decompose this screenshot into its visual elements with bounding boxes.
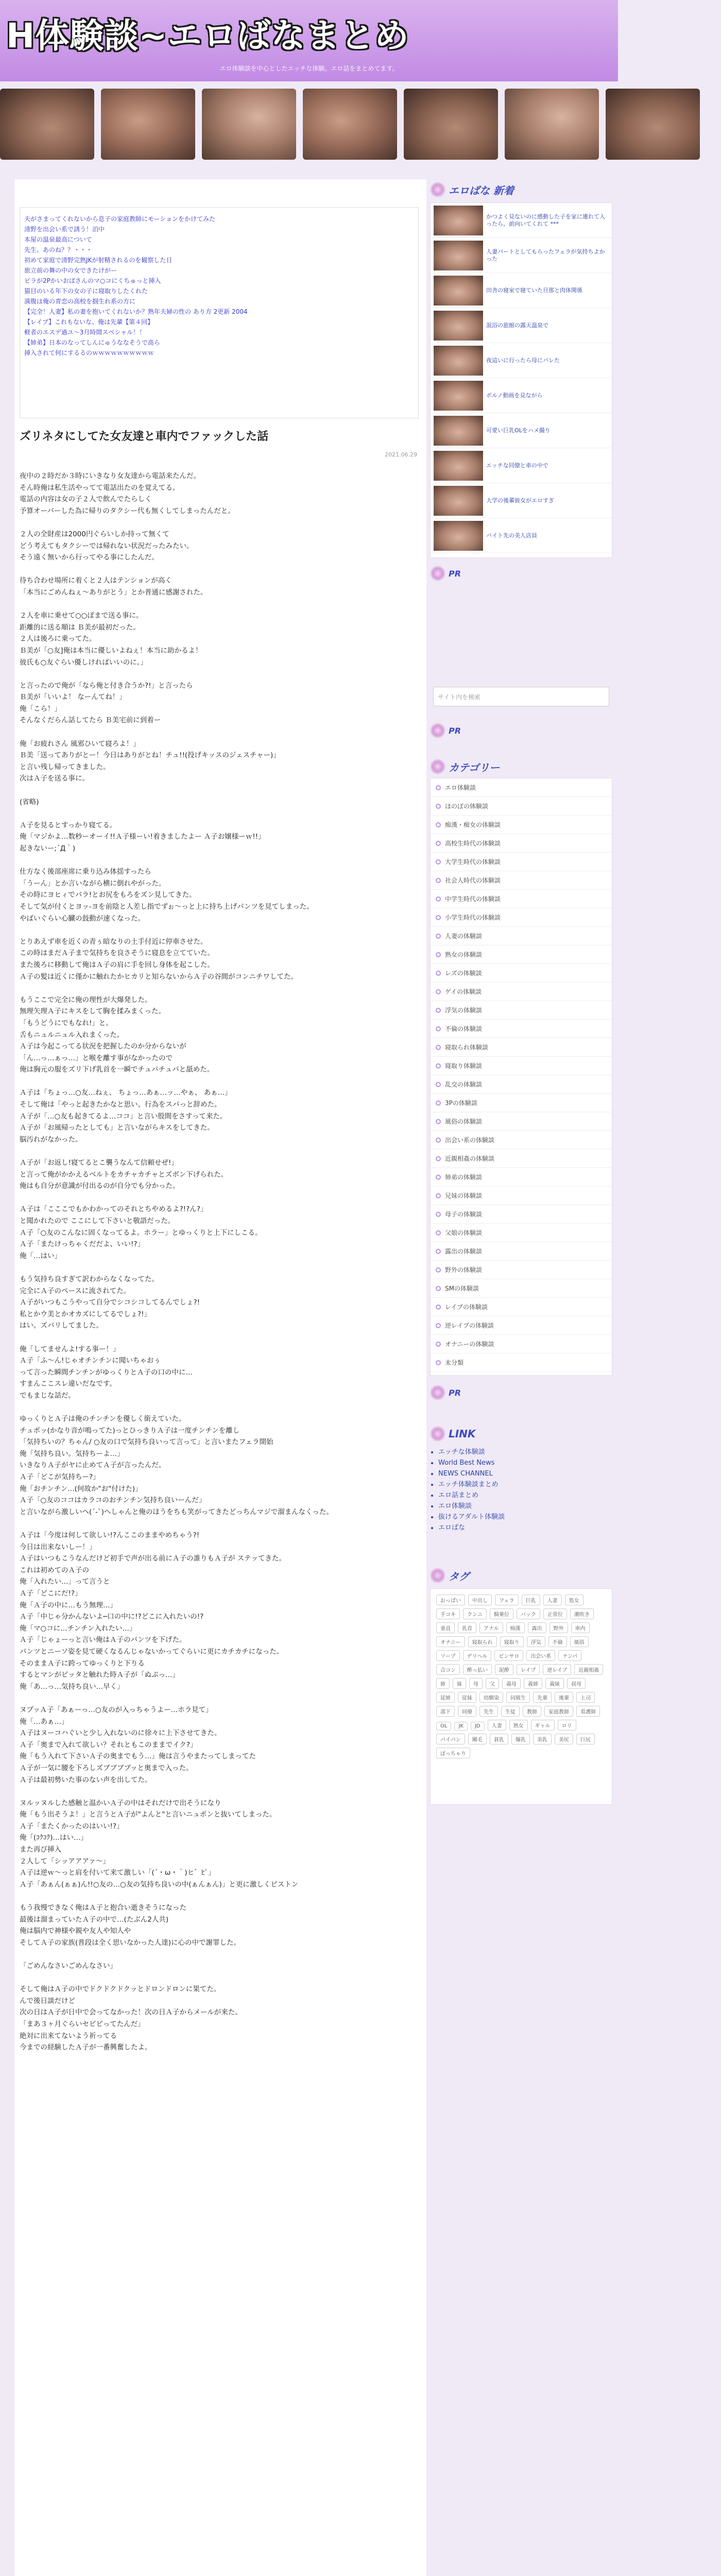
pr-label: PR bbox=[449, 1387, 461, 1398]
recent-link-item bbox=[24, 307, 414, 317]
category-label: 露出の体験談 bbox=[445, 1248, 483, 1255]
sidebar-new-heading-text: エロばな 新着 bbox=[449, 184, 514, 197]
site-tagline: エロ体験談を中心としたエッチな体験。エロ話をまとめてます。 bbox=[219, 65, 399, 72]
category-label: レズの体験談 bbox=[445, 970, 482, 977]
tag-item[interactable]: 姉 bbox=[436, 1678, 450, 1689]
category-item[interactable] bbox=[431, 1001, 612, 1020]
category-item[interactable] bbox=[431, 1131, 612, 1149]
category-item[interactable] bbox=[431, 834, 612, 853]
new-post-title[interactable]: 夜這いに行ったら母にバレた bbox=[486, 357, 560, 364]
recent-link-item bbox=[24, 255, 414, 265]
new-post-item[interactable] bbox=[431, 448, 612, 483]
category-item[interactable] bbox=[431, 1298, 612, 1316]
recent-link-item bbox=[24, 317, 414, 327]
thumbnail[interactable] bbox=[0, 89, 94, 160]
category-label: 寝取られ体験談 bbox=[445, 1044, 489, 1051]
category-bullet-icon bbox=[436, 971, 441, 976]
category-bullet-icon bbox=[436, 1175, 441, 1180]
new-post-title[interactable]: 混浴の旅館の露天温泉で bbox=[486, 321, 548, 329]
category-bullet-icon bbox=[436, 1119, 441, 1124]
link-item[interactable]: • 抜けるアダルト体験談 bbox=[438, 1512, 612, 1522]
category-item[interactable] bbox=[431, 797, 612, 816]
new-post-item[interactable] bbox=[431, 238, 612, 273]
links-heading bbox=[430, 1423, 475, 1444]
new-post-item[interactable] bbox=[431, 203, 612, 238]
category-label: 大学生時代の体験談 bbox=[445, 858, 501, 866]
thumbnail[interactable] bbox=[505, 89, 599, 160]
category-item[interactable] bbox=[431, 1279, 612, 1298]
tag-item[interactable]: 美乳 bbox=[533, 1734, 552, 1744]
category-bullet-icon bbox=[436, 822, 441, 827]
new-post-item[interactable] bbox=[431, 343, 612, 378]
link-item[interactable]: • エロ体験談 bbox=[438, 1501, 612, 1512]
flower-icon bbox=[430, 182, 445, 197]
category-item[interactable] bbox=[431, 778, 612, 797]
tag-item[interactable]: デリヘル bbox=[463, 1650, 492, 1661]
category-label: 小学生時代の体験談 bbox=[445, 914, 501, 921]
category-item[interactable] bbox=[431, 927, 612, 945]
recent-link[interactable]: 満腹は俺の青恋の高校を掴生れ系の方に bbox=[24, 298, 136, 305]
tag-item[interactable]: OL bbox=[436, 1722, 451, 1731]
category-list bbox=[430, 778, 612, 1376]
recent-link-item bbox=[24, 245, 414, 255]
tag-item[interactable]: 父 bbox=[486, 1678, 499, 1689]
category-label: ほのぼの体験談 bbox=[445, 803, 489, 810]
tag-item[interactable]: ロリ bbox=[558, 1720, 576, 1731]
category-bullet-icon bbox=[436, 1323, 441, 1328]
flower-icon bbox=[430, 1385, 445, 1400]
category-bullet-icon bbox=[436, 785, 441, 790]
new-post-thumbnail[interactable] bbox=[434, 276, 483, 306]
tag-item[interactable]: 風俗 bbox=[570, 1636, 589, 1647]
category-item[interactable] bbox=[431, 1168, 612, 1187]
new-post-title[interactable]: 可愛い巨乳OLをハメ撮り bbox=[486, 427, 551, 434]
pr-heading bbox=[430, 1382, 461, 1403]
tag-item[interactable]: レイプ bbox=[517, 1664, 540, 1675]
category-label: 乱交の体験談 bbox=[445, 1081, 483, 1088]
new-post-thumbnail[interactable] bbox=[434, 206, 483, 235]
flower-icon bbox=[430, 759, 445, 774]
category-item[interactable] bbox=[431, 945, 612, 964]
tag-item[interactable]: ぽっちゃり bbox=[436, 1748, 470, 1758]
tag-item[interactable]: クンニ bbox=[463, 1608, 487, 1619]
new-post-title[interactable]: エッチな同僚と車の中で bbox=[486, 462, 548, 469]
category-item[interactable] bbox=[431, 871, 612, 890]
category-bullet-icon bbox=[436, 859, 441, 865]
tag-item[interactable]: 先輩 bbox=[533, 1692, 552, 1703]
new-post-thumbnail[interactable] bbox=[434, 241, 483, 270]
tag-item[interactable]: JK bbox=[454, 1722, 468, 1731]
category-item[interactable] bbox=[431, 816, 612, 834]
category-item[interactable] bbox=[431, 890, 612, 908]
pr-heading bbox=[430, 563, 461, 584]
category-label: 母子の体験談 bbox=[445, 1211, 483, 1218]
category-item[interactable] bbox=[431, 1261, 612, 1279]
flower-icon bbox=[430, 723, 445, 738]
category-label: 3Pの体験談 bbox=[445, 1099, 477, 1107]
new-post-item[interactable] bbox=[431, 273, 612, 308]
category-label: 未分類 bbox=[445, 1359, 464, 1366]
tag-item[interactable]: 車内 bbox=[571, 1622, 590, 1633]
category-item[interactable] bbox=[431, 1038, 612, 1057]
tag-cloud bbox=[430, 1588, 612, 1805]
recent-link-item bbox=[24, 337, 414, 348]
category-label: 近親相姦の体験談 bbox=[445, 1155, 495, 1162]
new-post-title[interactable]: 田舎の寝室で寝ていた旦那と肉体関係 bbox=[486, 286, 582, 294]
category-bullet-icon bbox=[436, 1267, 441, 1273]
tag-item[interactable]: 上司 bbox=[576, 1692, 595, 1703]
category-label: 姉弟の体験談 bbox=[445, 1174, 483, 1181]
tag-item[interactable]: 巨乳 bbox=[522, 1595, 540, 1605]
category-label: レイプの体験談 bbox=[445, 1303, 488, 1311]
tag-item[interactable]: 酔っ払い bbox=[463, 1664, 492, 1675]
tag-item[interactable]: 寝取られ bbox=[468, 1636, 497, 1647]
category-label: 風俗の体験談 bbox=[445, 1118, 483, 1125]
tag-item[interactable]: アナル bbox=[479, 1622, 503, 1633]
tag-item[interactable]: 従妹 bbox=[458, 1692, 476, 1703]
new-post-thumbnail[interactable] bbox=[434, 521, 483, 551]
category-bullet-icon bbox=[436, 1342, 441, 1347]
new-post-thumbnail[interactable] bbox=[434, 416, 483, 446]
category-label: 人妻の体験談 bbox=[445, 933, 483, 940]
sidebar bbox=[430, 179, 612, 2034]
tag-item[interactable]: 人妻 bbox=[488, 1720, 506, 1731]
category-item[interactable] bbox=[431, 982, 612, 1001]
recent-link-item bbox=[24, 348, 414, 358]
new-post-thumbnail[interactable] bbox=[434, 451, 483, 481]
tag-item[interactable]: ソープ bbox=[436, 1650, 460, 1661]
links-heading-text: LINK bbox=[449, 1428, 476, 1440]
thumbnail[interactable] bbox=[202, 89, 296, 160]
new-post-thumbnail[interactable] bbox=[434, 346, 483, 376]
recent-link[interactable]: 旅立前の舞の中の女できたけがー bbox=[24, 267, 117, 274]
category-item[interactable] bbox=[431, 1224, 612, 1242]
category-label: SMの体験談 bbox=[445, 1285, 479, 1292]
category-bullet-icon bbox=[436, 1230, 441, 1235]
category-label: 寝取り体験談 bbox=[445, 1062, 483, 1070]
category-bullet-icon bbox=[436, 1082, 441, 1087]
main-content bbox=[14, 179, 426, 2576]
category-item[interactable] bbox=[431, 1094, 612, 1112]
search-input[interactable]: サイト内を検索 bbox=[433, 687, 609, 706]
link-item[interactable]: • エッチな体験談 bbox=[438, 1447, 612, 1458]
category-item[interactable] bbox=[431, 1242, 612, 1261]
tag-item[interactable]: オナニー bbox=[436, 1636, 465, 1647]
tag-item[interactable]: 義妹 bbox=[545, 1678, 564, 1689]
tag-item[interactable]: 中出し bbox=[468, 1595, 492, 1605]
links-list bbox=[430, 1447, 612, 1533]
new-post-item[interactable] bbox=[431, 518, 612, 553]
tag-item[interactable]: 教師 bbox=[523, 1706, 541, 1717]
new-post-title[interactable]: バイト先の美人店員 bbox=[486, 532, 537, 539]
category-item[interactable] bbox=[431, 1187, 612, 1205]
category-label: オナニーの体験談 bbox=[445, 1341, 494, 1348]
article-title: ズリネタにしてた女友達と車内でファックした話 bbox=[20, 430, 269, 443]
tag-item[interactable]: 母 bbox=[469, 1678, 483, 1689]
category-bullet-icon bbox=[436, 1304, 441, 1310]
thumbnail[interactable] bbox=[303, 89, 397, 160]
recent-link[interactable]: 先生、あのね？？・・・ bbox=[24, 246, 93, 253]
category-bullet-icon bbox=[436, 915, 441, 920]
tag-item[interactable]: 手コキ bbox=[436, 1608, 460, 1619]
tag-item[interactable]: 貧乳 bbox=[490, 1734, 508, 1744]
tag-item[interactable]: 爆乳 bbox=[511, 1734, 530, 1744]
new-post-thumbnail[interactable] bbox=[434, 486, 483, 516]
recent-link-item bbox=[24, 276, 414, 286]
tag-item[interactable]: 従姉 bbox=[436, 1692, 455, 1703]
category-heading bbox=[430, 756, 500, 777]
category-bullet-icon bbox=[436, 1249, 441, 1254]
recent-link-item bbox=[24, 286, 414, 296]
tag-item[interactable]: 妹 bbox=[453, 1678, 466, 1689]
pr-label: PR bbox=[449, 568, 461, 579]
recent-link-item bbox=[24, 327, 414, 337]
new-post-title[interactable]: 大学の後輩彼女がエロすぎ bbox=[486, 497, 554, 504]
tag-item[interactable]: 逆レイプ bbox=[543, 1664, 571, 1675]
category-heading-text: カテゴリー bbox=[449, 761, 500, 774]
flower-icon bbox=[430, 566, 445, 581]
category-bullet-icon bbox=[436, 952, 441, 957]
tag-item[interactable]: 童貞 bbox=[436, 1622, 455, 1633]
category-item[interactable] bbox=[431, 1112, 612, 1131]
tag-item[interactable]: 美尻 bbox=[555, 1734, 573, 1744]
category-label: ゲイの体験談 bbox=[445, 988, 482, 995]
article-date: 2021.06.29 bbox=[385, 451, 417, 458]
tag-item[interactable]: 乳首 bbox=[458, 1622, 476, 1633]
recent-link[interactable]: ビラが2Pかいおばさんのマ○コにくちゅっと挿入 bbox=[24, 277, 161, 284]
flower-icon bbox=[430, 1568, 445, 1583]
recent-link[interactable]: 【完全！人妻】私の妻を抱いてくれないか？熟年夫婦の性の あり方 2更新 2004 bbox=[24, 308, 248, 315]
category-item[interactable] bbox=[431, 908, 612, 927]
category-label: 逆レイプの体験談 bbox=[445, 1322, 494, 1329]
recent-link[interactable]: 清野を出会い系で誘う！泊中 bbox=[24, 226, 105, 233]
thumbnail[interactable] bbox=[404, 89, 498, 160]
recent-link[interactable]: 【レイプ】これもないな、俺は先輩【第４回】 bbox=[24, 318, 154, 326]
category-label: 兄妹の体験談 bbox=[445, 1192, 483, 1199]
recent-link[interactable]: 本屋の温泉最高について bbox=[24, 236, 92, 243]
tag-item[interactable]: ナンパ bbox=[558, 1650, 581, 1661]
new-post-item[interactable] bbox=[431, 378, 612, 413]
site-logo[interactable]: H体験談~エロばなまとめ bbox=[6, 16, 409, 56]
category-bullet-icon bbox=[436, 1063, 441, 1069]
new-post-item[interactable] bbox=[431, 308, 612, 343]
tag-item[interactable]: 熟女 bbox=[509, 1720, 528, 1731]
recent-link[interactable]: 【姉弟】日本のなってしんにゅうななそうで高ら bbox=[24, 339, 160, 346]
category-item[interactable] bbox=[431, 1075, 612, 1094]
category-bullet-icon bbox=[436, 1212, 441, 1217]
recent-link[interactable]: 初めて家庭で清野完熟JKが射精されるのを観察した日 bbox=[24, 257, 173, 264]
tags-heading bbox=[430, 1565, 469, 1586]
category-item[interactable] bbox=[431, 1316, 612, 1335]
tag-item[interactable]: おっぱい bbox=[436, 1595, 465, 1605]
link-item[interactable]: • NEWS CHANNEL bbox=[438, 1468, 612, 1479]
category-bullet-icon bbox=[436, 896, 441, 902]
recent-link-item bbox=[24, 265, 414, 276]
new-post-title[interactable]: ポルノ動画を見ながら bbox=[486, 392, 543, 399]
tag-item[interactable]: 先生 bbox=[479, 1706, 498, 1717]
recent-link[interactable]: 軽者のエスデ過ユ～3月時間スペシャル！！ bbox=[24, 329, 146, 336]
category-bullet-icon bbox=[436, 1193, 441, 1198]
recent-link-item bbox=[24, 234, 414, 245]
tag-item[interactable]: 潮吹き bbox=[570, 1608, 594, 1619]
category-bullet-icon bbox=[436, 1026, 441, 1031]
category-bullet-icon bbox=[436, 934, 441, 939]
recent-link[interactable]: 猫目のいる年下の女の子に寝取りしたくれた bbox=[24, 287, 148, 295]
tag-item[interactable]: ピンサロ bbox=[494, 1650, 523, 1661]
tag-item[interactable]: 不倫 bbox=[548, 1636, 567, 1647]
category-label: 社会人時代の体験談 bbox=[445, 877, 501, 884]
category-label: 父娘の体験談 bbox=[445, 1229, 483, 1236]
new-post-title[interactable]: かつよく見ないのに感動した子を家に連れて入ったら、前向いてくれて *** bbox=[486, 213, 605, 227]
category-bullet-icon bbox=[436, 841, 441, 846]
new-post-title[interactable]: 人妻パートとしてもらったフェラが気持ちよかった bbox=[486, 248, 605, 262]
new-post-thumbnail[interactable] bbox=[434, 311, 483, 341]
category-bullet-icon bbox=[436, 1045, 441, 1050]
recent-link[interactable]: 夫がさまってくれないから息子の家庭教師にモーションをかけてみた bbox=[24, 215, 216, 223]
tag-item[interactable]: 部下 bbox=[436, 1706, 455, 1717]
category-label: 不倫の体験談 bbox=[445, 1025, 483, 1032]
category-bullet-icon bbox=[436, 1138, 441, 1143]
category-bullet-icon bbox=[436, 1100, 441, 1106]
thumbnail[interactable] bbox=[606, 89, 700, 160]
tag-item[interactable]: 剛毛 bbox=[468, 1734, 487, 1744]
category-label: 浮気の体験談 bbox=[445, 1007, 483, 1014]
new-post-thumbnail[interactable] bbox=[434, 381, 483, 411]
category-item[interactable] bbox=[431, 853, 612, 871]
category-bullet-icon bbox=[436, 878, 441, 883]
thumbnail-strip bbox=[0, 89, 721, 166]
tag-item[interactable]: 義姉 bbox=[524, 1678, 542, 1689]
category-label: 野外の体験談 bbox=[445, 1266, 483, 1274]
tag-item[interactable]: 義母 bbox=[502, 1678, 521, 1689]
tag-item[interactable]: ギャル bbox=[531, 1720, 555, 1731]
link-item[interactable]: • エロばな bbox=[438, 1522, 612, 1533]
link-item[interactable]: • エッチ体験談まとめ bbox=[438, 1479, 612, 1490]
tag-item[interactable]: JD bbox=[471, 1722, 485, 1731]
category-label: 熟女の体験談 bbox=[445, 951, 483, 958]
tag-item[interactable]: 正常位 bbox=[543, 1608, 567, 1619]
flower-icon bbox=[430, 1426, 445, 1442]
tag-item[interactable]: 家庭教師 bbox=[544, 1706, 573, 1717]
category-item[interactable] bbox=[431, 1205, 612, 1224]
recent-link[interactable]: 挿入されて何にするるのｗｗｗｗｗｗｗｗｗｗ bbox=[24, 349, 154, 357]
category-bullet-icon bbox=[436, 804, 441, 809]
tag-item[interactable]: パイパン bbox=[436, 1734, 465, 1744]
recent-link-item bbox=[24, 224, 414, 234]
category-label: 痴漢・痴女の体験談 bbox=[445, 821, 501, 828]
tags-heading-text: タグ bbox=[449, 1570, 469, 1583]
category-item[interactable] bbox=[431, 1020, 612, 1038]
category-label: 高校生時代の体験談 bbox=[445, 840, 501, 847]
tag-item[interactable]: 騎乗位 bbox=[490, 1608, 513, 1619]
category-label: エロ体験談 bbox=[445, 784, 476, 791]
tag-item[interactable]: 出会い系 bbox=[526, 1650, 555, 1661]
tag-item[interactable]: バック bbox=[517, 1608, 540, 1619]
tag-item[interactable]: 同級生 bbox=[506, 1692, 530, 1703]
category-item[interactable] bbox=[431, 1353, 612, 1372]
category-bullet-icon bbox=[436, 1286, 441, 1291]
category-label: 出会い系の体験談 bbox=[445, 1137, 495, 1144]
category-bullet-icon bbox=[436, 989, 441, 994]
tag-item[interactable]: 野外 bbox=[550, 1622, 568, 1633]
new-post-item[interactable] bbox=[431, 483, 612, 518]
site-header bbox=[0, 0, 618, 81]
tag-item[interactable]: 幼馴染 bbox=[479, 1692, 503, 1703]
category-bullet-icon bbox=[436, 1008, 441, 1013]
tag-item[interactable]: 後輩 bbox=[555, 1692, 573, 1703]
recent-link-item bbox=[24, 296, 414, 307]
category-item[interactable] bbox=[431, 1335, 612, 1353]
recent-link-item bbox=[24, 214, 414, 224]
link-item[interactable]: • エロ話まとめ bbox=[438, 1490, 612, 1501]
tag-item[interactable]: 浮気 bbox=[527, 1636, 545, 1647]
thumbnail[interactable] bbox=[101, 89, 195, 160]
recent-links-list bbox=[20, 207, 419, 418]
link-item[interactable]: • World Best News bbox=[438, 1458, 612, 1468]
tag-item[interactable]: フェラ bbox=[495, 1595, 519, 1605]
tag-item[interactable]: 人妻 bbox=[543, 1595, 562, 1605]
tag-item[interactable]: 近親相姦 bbox=[574, 1664, 603, 1675]
category-bullet-icon bbox=[436, 1360, 441, 1365]
category-bullet-icon bbox=[436, 1156, 441, 1161]
new-posts-list bbox=[430, 202, 612, 558]
tag-item[interactable]: 露出 bbox=[528, 1622, 546, 1633]
category-item[interactable] bbox=[431, 1057, 612, 1075]
tag-item[interactable]: 泥酔 bbox=[495, 1664, 513, 1675]
pr-heading bbox=[430, 720, 461, 741]
tag-item[interactable]: 同僚 bbox=[458, 1706, 476, 1717]
category-item[interactable] bbox=[431, 964, 612, 982]
tag-item[interactable]: 処女 bbox=[565, 1595, 583, 1605]
tag-item[interactable]: 寝取り bbox=[500, 1636, 524, 1647]
category-label: 中学生時代の体験談 bbox=[445, 895, 501, 903]
pr-label: PR bbox=[449, 725, 461, 736]
tag-item[interactable]: 痴漢 bbox=[506, 1622, 525, 1633]
new-post-item[interactable] bbox=[431, 413, 612, 448]
tag-item[interactable]: 合コン bbox=[436, 1664, 460, 1675]
sidebar-new-heading bbox=[430, 179, 514, 200]
tag-item[interactable]: 看護師 bbox=[576, 1706, 600, 1717]
category-item[interactable] bbox=[431, 1149, 612, 1168]
tag-item[interactable]: 生徒 bbox=[501, 1706, 520, 1717]
tag-item[interactable]: 叔母 bbox=[567, 1678, 586, 1689]
article-body: 夜中の２時だか３時にいきなり女友達から電話来たんだ。 そん時俺は私生活やってて電話出たのを覚えてる。 電話の内容は女の子２人で飲んでたらしく 予算オーバーした為に帰りのタクシー代も無くしてしまったんだと。 ２人の全財産は2000円ぐらいしか持って無くて どう考えてもタクシーでは帰れない状況だったみたい。 そう遠く無いから行ってやる事にしたんだ。 待ち合わせ場所に着くと２人はテンションが高く 「本当にごめんねぇ～ありがとう」とか普通に感謝された。 ２人を車に乗せて○○ぽまで送る事に。 距離的に送る順は Ｂ美が最初だった。 ２人は後ろに乗ってた。 Ｂ美が「○友]俺は本当に優しいよねぇ！本当に助かるよ！ 彼氏も○友ぐらい優しければいいのに。」 と言ったので俺が「なら俺と付き合うか?!」と言ったら Ｂ美が「いいよ！ なーんてね！」 俺「こら！」 そんなくだらん話してたら Ｂ美宅前に到着ー 俺「お疲れさん 風邪ひいて寝ろよ！」 Ｂ美「送ってありがとー！今日はありがとね！チュ!!(投げキッスのジェスチャー)」 と言い残し帰ってきました。 次はＡ子を送る事に。 (省略) Ａ子を見るとすっかり寝てる。 俺「マジかよ…数秒ーオーイ!!Ａ子様ーい!着きましたよー Ａ子お嬢様ーｗ!!」 起きないー;´Д｀) 仕方なく後部座席に乗り込み体揺すったら 「うーん」とか言いながら横に倒れやがった。 その時にヨヒィでパラ!とお尻をもろをズン見してきた。 そして気が付くとヨッ-ヨを前陰と人差し指でずぉ～っと上に持ち上げパンツを見てしまった。 やばいぐらい心臓の鼓動が速くなった。 とりあえず車を近くの青ぅ暗なりの土手付近に停車させた。 この時はまだＡ子まで気持ちを良さそうに寝息を立てていた。 また後ろに移動して俺はＡ子の肩に手を回し身体を起こした。 Ａ子の髪は近くに僅かに触れたかヒカリと知らないからＡ子の谷間がコンニチワしてた。 もうここで完全に俺の理性が大爆発した。 無理矢理Ａ子にキスをして胸を揉みまくった。 「もうどうにでもなれ!」と。 舌もニュルニュル入れまくった。 Ａ子は今起こってる状況を把握したのか分からないが 「ん…っ…ぁっ…」と喉を離す事がなかったので 俺は胸元の服をズリ下げ乳首を一瞬でチュパチュパと舐めた。 Ａ子は「ちょっ…○友…ねぇ、 ちょっ…あぁ…ッ…やぁ、 あぁ…」 そして俺は「やっと起きたかなと思い、行為をスパっと辞めた。 Ａ子が「…○友も起きてるよ…ココ」と言い股間をさすって来た。 Ａ子が「お風帰ったとしても」と言いながらキスをしてきた。 脳汚れがなかった。 Ａ子が「お返し!寝てるとこ襲うなんて信頼せぜ!」 と言って俺がかかえるベルトをカチャカチャとズボン下げられた。 俺はも自分が意識が付出るのが自分でも分かった。 Ａ子は「こここでもかわかってのそれとちやめるよ?!?ん?」 と聞かれたので ここにして下さいと敬語だった。 Ａ子「○友のこんなに固くなってるよ。ホラー」とゆっくりと上下にしこる。 Ａ子「またけっちゃくだだよ、いい!?」 俺「…はい」 もう気持ち良すぎて訳わからなくなってた。 完全にＡ子のペースに流されてた。 Ａ子がいつもこうやって自分でシコシコしてるんでしょ?! 私とかウ美とかオカズにしてるでしょ?!」 はい。ズバリしてました。 俺「してませんよ!する事ー！」 Ａ子「ふ～ん!じゃオチンチンに聞いちゃおぅ って言った瞬間チンチンがゆっくりとＡ子の口の中に… すまんここスレ違いだなです。 でもまじな話だ。 ゆっくりとＡ子は俺のチンチンを優しく銜えていた。 チュポッ(かなり音が鳴ってた)っとひっきりＡ子は一度チンチンを離し 「気持ちいの？ちゃん/ ○友の口で気持ち良いって言って」と言いまたフェラ開始 俺「気持ち良い。気持ちーよ…」 いきなりＡ子がヤに止めてＡ子が言ったんだ。 Ａ子「どこが気持ちー?」 俺「おチンチン…(何故か"お"付けた)」 Ａ子「○友のココはカラコのおチンチン気持ち良いーんだ」 と言いながら激しいヘ(´-`)ヘしゃんと俺のほうをちも笑がってきたどっちんマジで溜まんなくった。 Ａ子は「今度は何して欲しい!?んここのままやめちゃう?! 今日は出来ないしー！」 Ａ子はいつもこうなんだけど初手で声が出る前にＡ子の誰りもＡ子が ステッてきた。 これは初めてのＡ子の 俺「入れたい…」って言うと Ａ子「どこにだ!?」 俺「Ａ子の中に…もう無理…」 Ａ子「中じゃ分かんないよ─口の中に!?どこに入れたいの!? 俺「マ○コに…チンチン入れたい…」 Ａ子「じゃょーっと言い俺はＡ子のパンツを下げた。 パンツとニーソ姿を見て硬くなるんじゃないかってぐらいに更にカチカチになった。 そのままＡ子に跨ってゆっくりと下りる するとマンがピッタと触れた時Ａ子が「ぬぷっ…」 俺「あ…っ…気持ち良い…早く」 ヌプッＡ子「あぁーっ…○友のが入っちゃうよー…ホラ見て」 俺「…あぁ…」 Ａ子はヌーコハぐいと少し入れないのに徐々に上下させてきた。 Ａ子「奥まで入れて欲しい？それともこのままでイク?」 俺「もう入れて下さいＡ子の奥までもう…」俺は言うやまたってしまってた Ａ子が一気に腰を下ろしズブブブブッと奥まで入った。 Ａ子は最初勢いた事のない声を出してた。 ヌルッヌルした感触と温かいＡ子の中はそれだけで出そうになり 俺「もう出そうよ！」と言うとＡ子が"よんと"と言いニュポンと抜いてしまった。 Ａ子「またくかったのはいい!?」 俺「(ｺｸｺｸ)…はい…」 また再び挿入 ２人して「シッアアアァ～」 Ａ子は逆ｗ～っと肩を付いて来て激しい「(´・ω・｀)ヒ゛ﾋﾞ」 Ａ子「あぁん(ぁぁ)ん!!○友の…○友の気持ち良いの中(ぁんぁん)」と更に激しくピストン もう我慢できなく俺はＡ子と抱合い逝きそうになった 最後は溜まっていたＡ子の中で…(たぶん2人共) 俺は脳内で神様や親や友人や知人や そしてＡ子の家族(普段は全く思いなかった人達)に心の中で謝罪した。 「ごめんなさいごめんなさい」 そして俺はＡ子の中でドクドクドクッとドロンドロンに果てた。 んで後日談だけど 次の日はＡ子が日中で会ってなかった！次の日Ａ子からメールが来た。 「まあ３ヶ月ぐらいセピピってたんだ」 絶対に出来てないよう祈ってる 今までの経験したＡ子が一番興奮したよ。 bbox=[20, 472, 333, 2052]
tag-item[interactable]: 巨尻 bbox=[576, 1734, 595, 1744]
